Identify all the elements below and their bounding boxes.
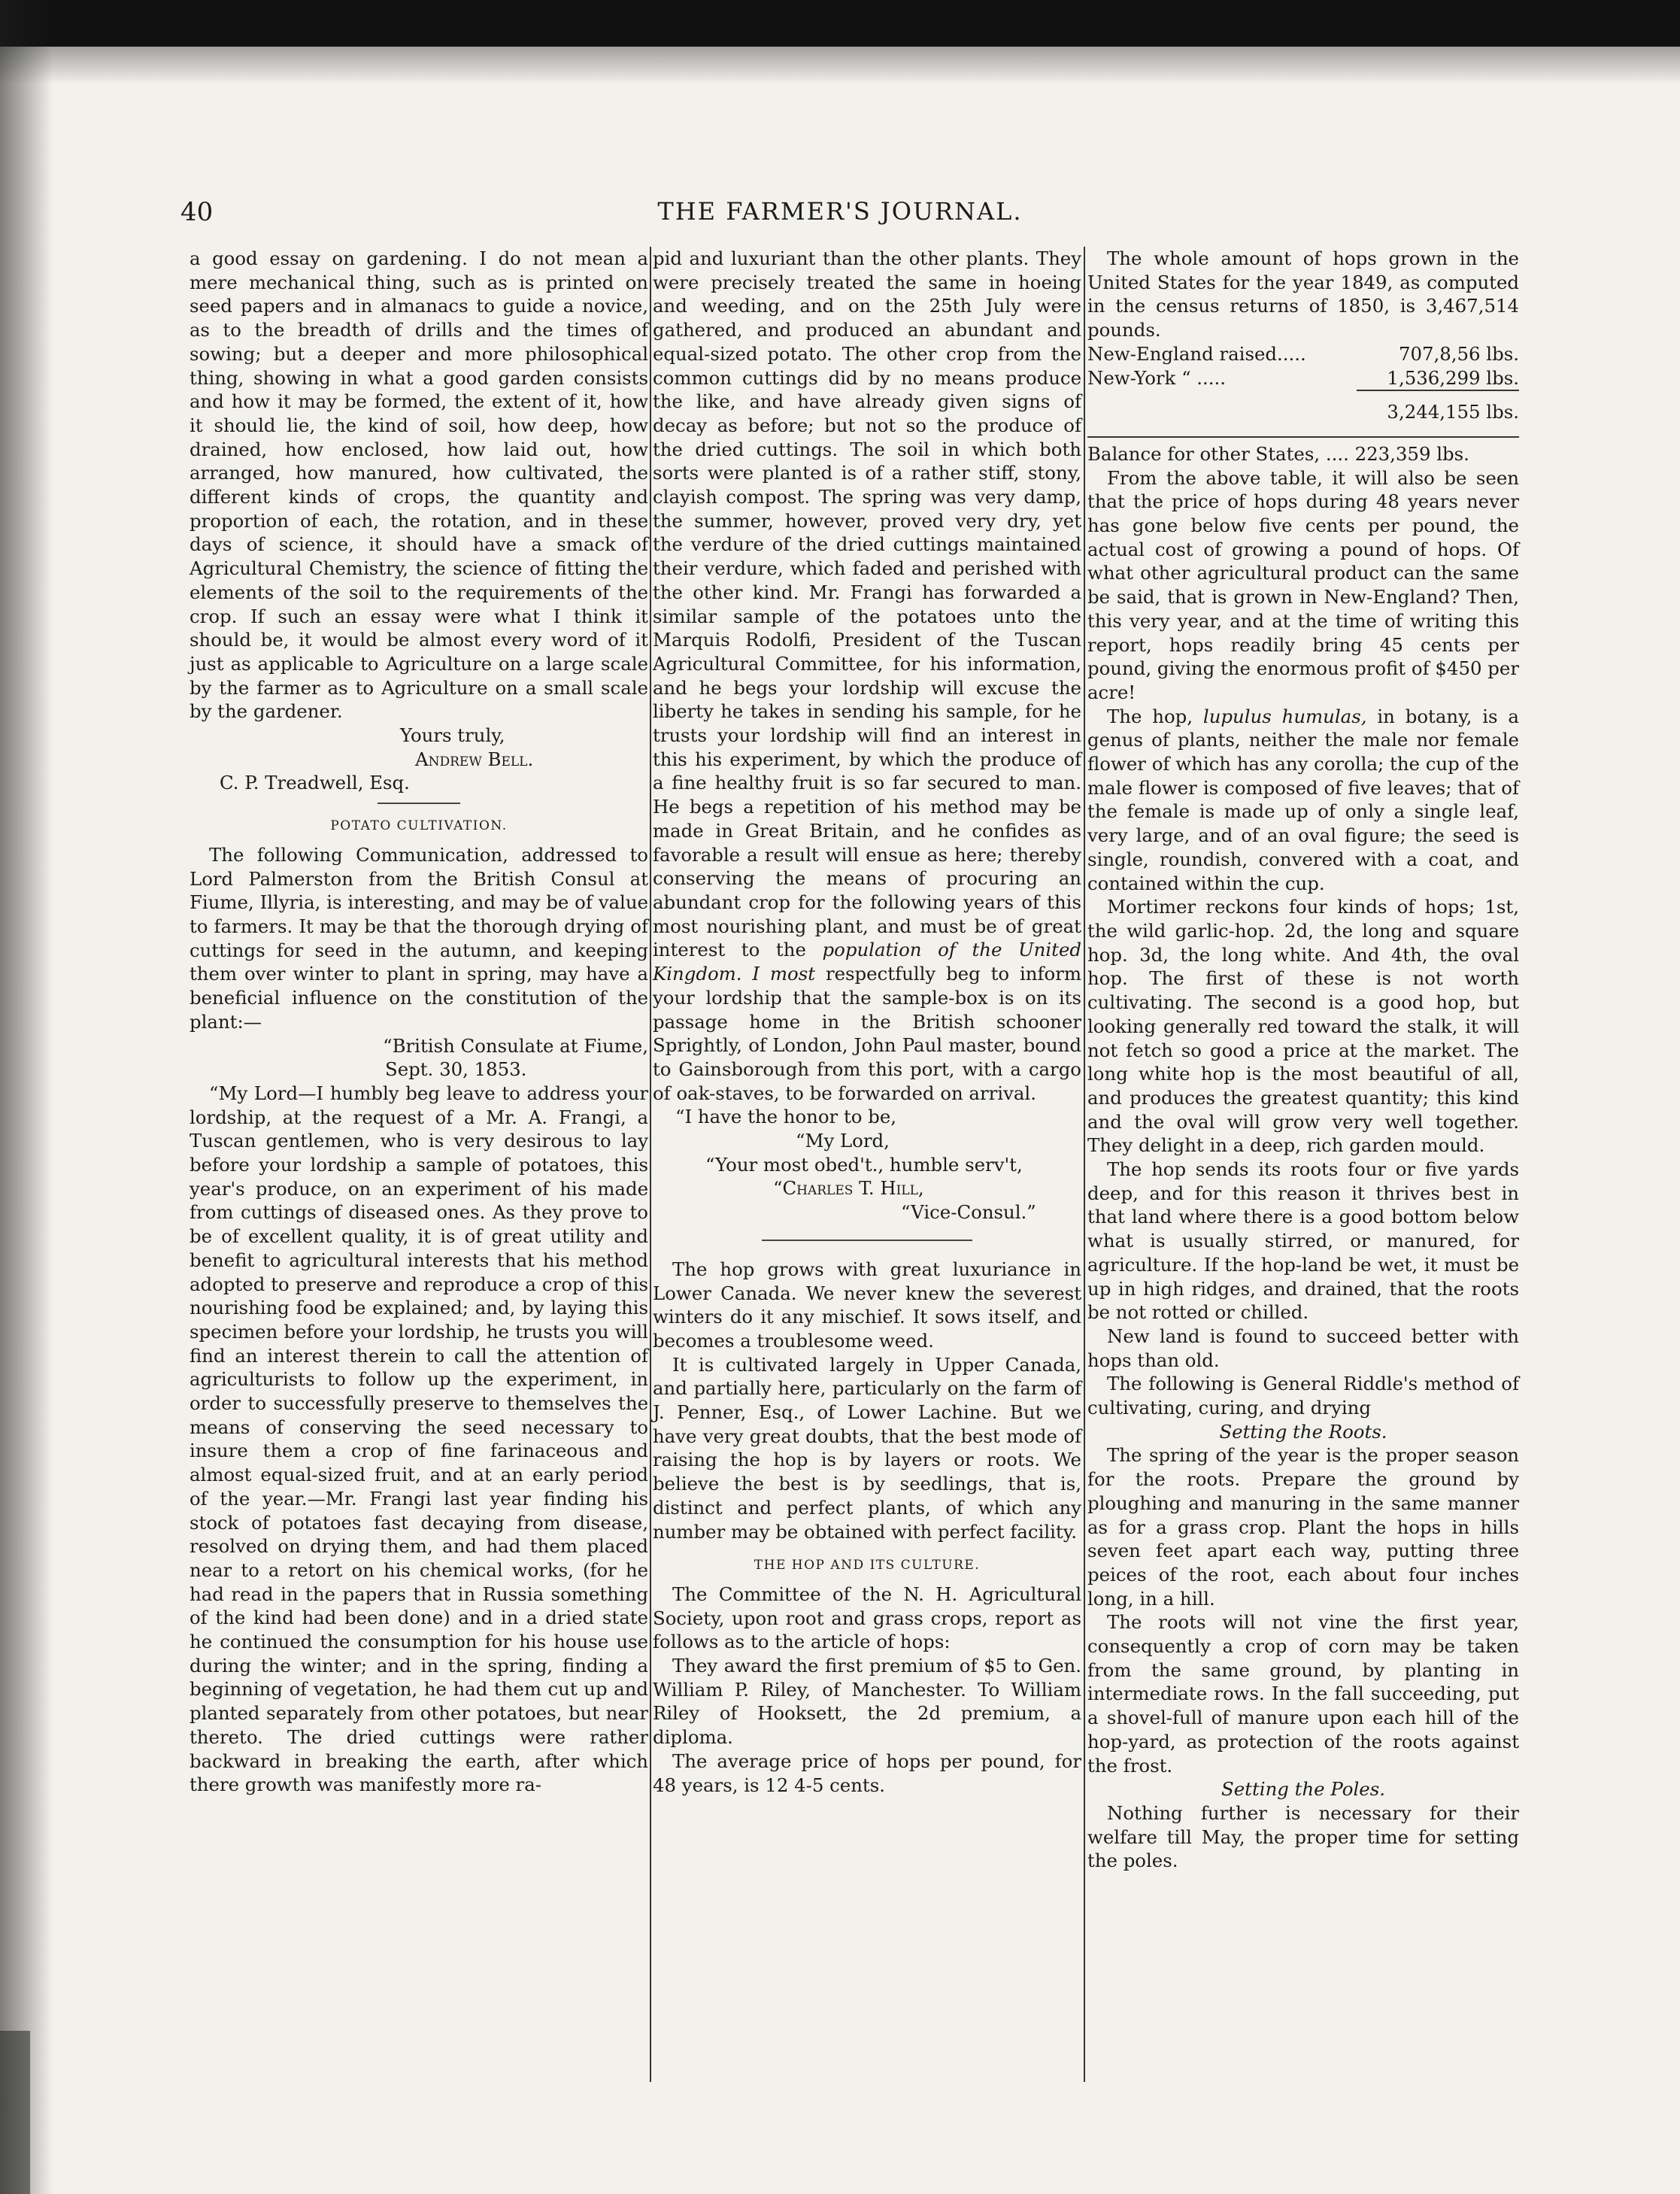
text-run: pid and luxuriant than the other plants. They were precisely treated the same in hoeing and weeding, and on the 25th July were gathered, and produced an abundant and equal-sized potato. The other crop from the common cuttings did by no means produce the like, and have already given signs of decay as before; but not so the produce of the dried cuttings. The soil in which both sorts were planted is of a rather stiff, stony, clayish compost. The spring was very damp, the summer, however, proved very dry, yet the verdure of the dried cuttings maintained their verdure, which faded and perished with the other kind. Mr. Frangi has forwarded a similar sample of the potatoes unto the Marquis Rodolfi, President of the Tuscan Agricultural Committee, for his information, and he begs your lordship will excuse the liberty he takes in sending his sample, for he trusts your lordship will find an interest in this his experiment, by which the produce of a fine healthy fruit is so far secured to man. He begs a repetition of his method may be made in Great Britain, and he confides as favorable a result will ensue as here; thereby conserving the means of procuring an abundant crop for the following years of this most nourishing plant, and must be of great interest to the xyxy=(653,247,1081,961)
table-cell: New-York “ ..... xyxy=(1087,366,1227,389)
paragraph: The roots will not vine the first year, consequently a crop of corn may be taken from the same ground, by planting in intermediate rows. In the fall succeeding, put a shovel-full of manure upon each hill of the hop-yard, as protection of the roots against the frost. xyxy=(1087,1611,1519,1777)
letter-signer: Andrew Bell. xyxy=(415,748,534,770)
scan-left-edge xyxy=(0,2031,30,2194)
paragraph: The spring of the year is the proper season for the roots. Prepare the ground by ploughing and manuring in the same manner as for a grass crop. Plant the hops in hills seven feet apart each way, putting three peices of the root, each about four inches long, in a hill. xyxy=(1087,1444,1519,1610)
text-run: in botany, is a genus of plants, neither the male nor female flower of which has any corolla; the cup of the male flower is composed of five leaves; that of the female is made up of only a single leaf, very large, and of an oval figure; the seed is single, roundish, convered with a coat, and contained within the cup. xyxy=(1087,705,1519,894)
column-3 xyxy=(1087,247,1519,1873)
paragraph: The hop sends its roots four or five yards deep, and for this reason it thrives best in that land where there is a good bottom below what is usually stirred, or manured, for agriculture. If the hop-land be wet, it must be up in high ridges, and drained, that the roots be not rotted or chilled. xyxy=(1087,1158,1519,1324)
paragraph: a good essay on gardening. I do not mean a mere mechanical thing, such as is printed on seed papers and in almanacs to guide a novice, as to the breadth of drills and the times of sowing; but a deeper and more philosophical thing, showing in what a good garden consists and how it may be formed, the extent of it, how it should lie, the kind of soil, how deep, how drained, how enclosed, how laid out, how arranged, how manured, how cultivated, the different kinds of crops, the quantity and proportion of each, the rotation, and in these days of science, it should have a smack of Agricultural Chemistry, the science of fitting the elements of the soil to the requirements of the crop. If such an essay were what I think it should be, it would be almost every word of it just as applicable to Agriculture on a large scale by the farmer as to Agriculture on a small scale by the gardener. xyxy=(190,247,648,723)
letter-closing: “Your most obed't., humble serv't, xyxy=(705,1153,1023,1176)
paragraph xyxy=(653,247,1081,1105)
letter-closing: “My Lord, xyxy=(796,1130,890,1152)
table-balance: Balance for other States, .... 223,359 lbs. xyxy=(1087,442,1469,465)
table-cell: 1,536,299 lbs. xyxy=(1387,366,1519,389)
table-total: 3,244,155 lbs. xyxy=(1357,390,1519,433)
paragraph: New land is found to succeed better with hops than old. xyxy=(1087,1325,1519,1371)
text-run: The hop, xyxy=(1107,705,1203,727)
subheading: Setting the Poles. xyxy=(1221,1778,1385,1801)
column-1 xyxy=(190,247,648,1797)
letter-closing: “I have the honor to be, xyxy=(675,1106,897,1128)
table-row xyxy=(1087,342,1519,366)
paragraph: The following Communication, addressed to Lord Palmerston from the British Consul at Fiume, Illyria, is interesting, and may be of value to farmers. It may be that the thorough drying of cuttings for seed in the autumn, and keeping them over winter to plant in spring, may have a beneficial influence on the constitution of the plant:— xyxy=(190,843,648,1033)
text-run-italic: lupulus humulas, xyxy=(1202,705,1367,727)
page-number: 40 xyxy=(180,197,214,227)
paragraph: The whole amount of hops grown in the United States for the year 1849, as computed in the census returns of 1850, is 3,467,514 pounds. xyxy=(1087,247,1519,341)
paragraph: The Committee of the N. H. Agricultural Society, upon root and grass crops, report as follows as to the article of hops: xyxy=(653,1583,1081,1653)
subheading: Setting the Roots. xyxy=(1219,1420,1387,1443)
letter-signer-title: “Vice-Consul.” xyxy=(901,1201,1036,1224)
paragraph: The hop grows with great luxuriance in Lower Canada. We never knew the severest winters do it any mischief. It sows itself, and becomes a troublesome weed. xyxy=(653,1258,1081,1352)
table-rule xyxy=(1087,436,1519,438)
paragraph: The following is General Riddle's method of cultivating, curing, and drying xyxy=(1087,1373,1519,1419)
text-run-italic: population of the United Kingdom. I most xyxy=(653,939,1081,985)
letter-signer: “Charles T. Hill, xyxy=(773,1177,924,1200)
scan-top-border xyxy=(0,0,1680,47)
column-2 xyxy=(653,247,1081,1797)
paragraph: “My Lord—I humbly beg leave to address your lordship, at the request of a Mr. A. Frangi, a Tuscan gentlemen, who is very desirous to lay before your lordship a sample of potatoes, this year's produce, on an experiment of his made from cuttings of diseased ones. As they prove to be of excellent quality, it is of great utility and benefit to agricultural interests that his method adopted to preserve and reproduce a crop of this nourishing food be explained; and, by laying this specimen before your lordship, he trusts you will find an interest therein to call the attention of agriculturists to follow up the experiment, in order to successfully preserve to themselves the means of conserving the seed necessary to insure them a crop of fine farinaceous and almost equal-sized fruit, and at an early period of the year.—Mr. Frangi last year finding his stock of potatoes fast decaying from disease, resolved on drying them, and had them placed near to a retort on his chemical works, (for he had read in the papers that in Russia something of the kind had been done) and in a dried state he continued the consumption for his house use during the winter; and in the spring, finding a beginning of vegetation, he had them cut up and planted separately from other potatoes, but near thereto. The dried cuttings were rather backward in breaking the earth, after which there growth was manifestly more ra- xyxy=(190,1082,648,1796)
section-divider xyxy=(762,1240,972,1241)
paragraph: From the above table, it will also be seen that the price of hops during 48 years never has gone below five cents per pound, the actual cost of growing a pound of hops. Of what other agricultural product can the same be said, that is grown in New-England? Then, this very year, and at the time of writing this report, hops readily bring 45 cents per pound, giving the enormous profit of $450 per acre! xyxy=(1087,466,1519,703)
section-divider xyxy=(378,803,460,804)
journal-title: THE FARMER'S JOURNAL. xyxy=(657,197,1023,226)
letter-closing: Yours truly, xyxy=(400,724,505,747)
page-header xyxy=(0,197,1680,235)
paragraph: The average price of hops per pound, for 48 years, is 12 4-5 cents. xyxy=(653,1749,1081,1796)
text-run: respectfully beg to inform your lordship that the sample-box is on its passage home in the British schooner Sprightly, of London, John Paul master, bound to Gainsborough from this port, with a cargo of oak-staves, to be forwarded on arrival. xyxy=(653,963,1081,1104)
table-cell: 707,8,56 lbs. xyxy=(1398,342,1519,365)
section-heading: POTATO CULTIVATION. xyxy=(330,818,508,834)
hops-table xyxy=(1087,342,1519,433)
letter-addressee: C. P. Treadwell, Esq. xyxy=(220,772,410,794)
paragraph: Mortimer reckons four kinds of hops; 1st, the wild garlic-hop. 2d, the long and square hop. 3d, the long white. And 4th, the oval hop. The first of these is not worth cultivating. The second is a good hop, but looking generally red toward the stalk, it will not fetch so good a price at the market. The long white hop is the most beautiful of all, and produces the greatest quantity; this kind and the oval will grow very well together. They delight in a deep, rich garden mould. xyxy=(1087,896,1519,1157)
scan-left-shadow xyxy=(0,0,53,2194)
table-cell: New-England raised..... xyxy=(1087,342,1306,365)
letter-date: Sept. 30, 1853. xyxy=(385,1058,527,1081)
paragraph: It is cultivated largely in Upper Canada, and partially here, particularly on the farm of J. Penner, Esq., of Lower Lachine. But we have very great doubts, that the best mode of raising the hop is by layers or roots. We believe the best is by seedlings, that is, distinct and perfect plants, of which any number may be obtained with perfect facility. xyxy=(653,1353,1081,1543)
paragraph xyxy=(1087,705,1519,896)
paragraph: They award the first premium of $5 to Gen. William P. Riley, of Manchester. To William Riley of Hooksett, the 2d premium, a diploma. xyxy=(653,1655,1081,1749)
table-row xyxy=(1087,366,1519,391)
paragraph: Nothing further is necessary for their welfare till May, the proper time for setting the poles. xyxy=(1087,1802,1519,1872)
scan-top-smudge xyxy=(0,47,1680,84)
section-heading: THE HOP AND ITS CULTURE. xyxy=(754,1558,981,1573)
table-row xyxy=(1087,390,1519,433)
letter-location: “British Consulate at Fiume, xyxy=(383,1034,648,1057)
column-rule-1 xyxy=(650,247,651,2082)
column-rule-2 xyxy=(1084,247,1085,2082)
